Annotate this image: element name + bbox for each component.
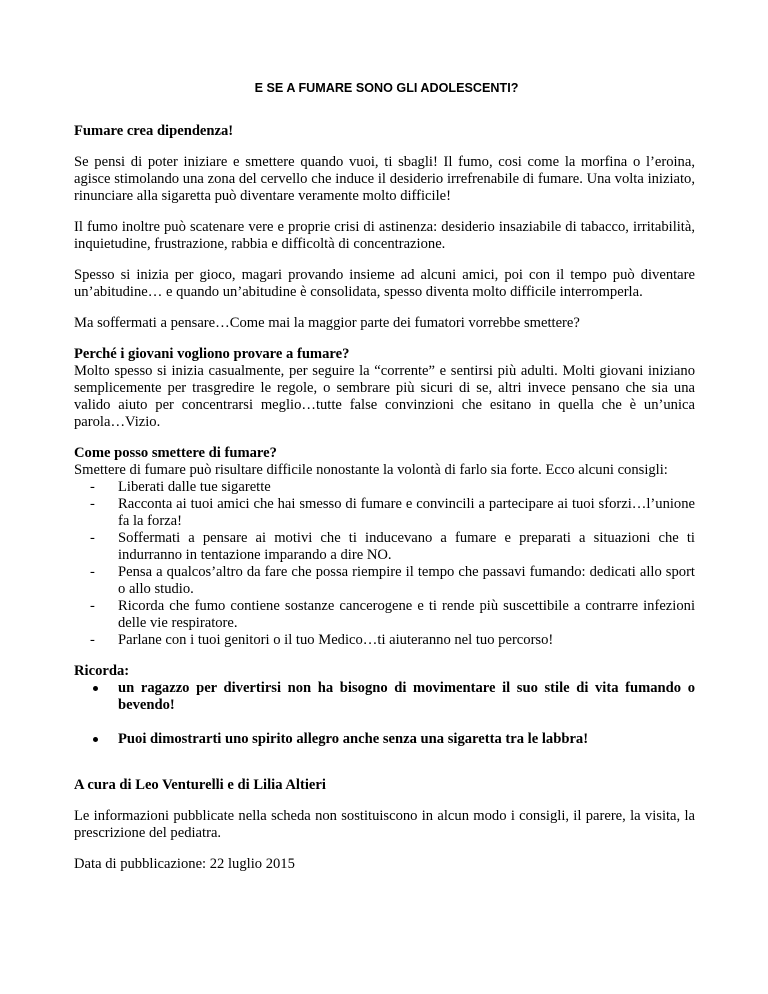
document-page	[74, 80, 695, 873]
list-marker: -	[90, 496, 95, 512]
remember-heading: Ricorda:	[74, 663, 130, 679]
list-item: - Racconta ai tuoi amici che hai smesso di fumare e convincili a partecipare ai tuoi sforzi…l’unione fa la forza!	[90, 496, 695, 529]
list-item: - Parlane con i tuoi genitori o il tuo Medico…ti aiuteranno nel tuo percorso!	[90, 632, 554, 648]
publication-date: Data di pubblicazione: 22 luglio 2015	[74, 856, 295, 872]
bullet-icon	[93, 686, 98, 691]
list-marker: -	[90, 632, 95, 648]
list-marker: -	[90, 479, 95, 495]
bullet-icon	[93, 737, 98, 742]
paragraph: Se pensi di poter iniziare e smettere quando vuoi, ti sbagli! Il fumo, cosi come la morfina o l’eroina, agisce stimolando una zona del cervello che induce il desiderio irrefrenabile di fumare. Una volta iniziato, rinunciare alla sigaretta può diventare veramente molto difficile!	[74, 154, 695, 204]
list-marker: -	[90, 564, 95, 580]
list-item: - Soffermati a pensare ai motivi che ti inducevano a fumare e preparati a situazioni che ti indurranno in tentazione imparando a dire NO.	[90, 530, 695, 563]
authors: A cura di Leo Venturelli e di Lilia Altieri	[74, 777, 326, 793]
list-marker: -	[90, 530, 95, 546]
tips-list	[74, 479, 695, 649]
list-item: - Ricorda che fumo contiene sostanze cancerogene e ti rende più suscettibile a contrarre infezioni delle vie respiratore.	[90, 598, 695, 631]
paragraph: Molto spesso si inizia casualmente, per seguire la “corrente” e sentirsi più adulti. Molti giovani iniziano semplicemente per trasgredire le regole, o sembrare più sicuri di se, altri invece pensano che sia una valido aiuto per concentrarsi meglio…tutte false convinzioni che esitano in quella che è un’unica parola…Vizio.	[74, 363, 695, 430]
section-heading-how-to-quit: Come posso smettere di fumare?	[74, 445, 277, 461]
list-item: un ragazzo per divertirsi non ha bisogno di movimentare il suo stile di vita fumando o bevendo!	[74, 680, 695, 714]
list-item: Puoi dimostrarti uno spirito allegro anche senza una sigaretta tra le labbra!	[74, 731, 695, 748]
paragraph: Ma soffermati a pensare…Come mai la maggior parte dei fumatori vorrebbe smettere?	[74, 315, 580, 331]
section-heading-addiction: Fumare crea dipendenza!	[74, 123, 234, 139]
tips-intro: Smettere di fumare può risultare difficile nonostante la volontà di farlo sia forte. Ecco alcuni consigli:	[74, 462, 668, 478]
list-item: - Liberati dalle tue sigarette	[90, 479, 271, 495]
paragraph: Spesso si inizia per gioco, magari provando insieme ad alcuni amici, poi con il tempo può diventare un’abitudine… e quando un’abitudine è consolidata, spesso diventa molto difficile interromperla.	[74, 267, 695, 300]
disclaimer: Le informazioni pubblicate nella scheda non sostituiscono in alcun modo i consigli, il parere, la visita, la prescrizione del pediatra.	[74, 808, 695, 841]
paragraph: Il fumo inoltre può scatenare vere e proprie crisi di astinenza: desiderio insaziabile di tabacco, irritabilità, inquietudine, frustrazione, rabbia e difficoltà di concentrazione.	[74, 219, 695, 252]
document-title: E SE A FUMARE SONO GLI ADOLESCENTI?	[254, 81, 519, 95]
remember-list	[74, 680, 695, 748]
list-item: - Pensa a qualcos’altro da fare che possa riempire il tempo che passavi fumando: dedicati allo sport o allo studio.	[90, 564, 695, 597]
section-heading-why: Perché i giovani vogliono provare a fumare?	[74, 346, 350, 362]
list-marker: -	[90, 598, 95, 614]
